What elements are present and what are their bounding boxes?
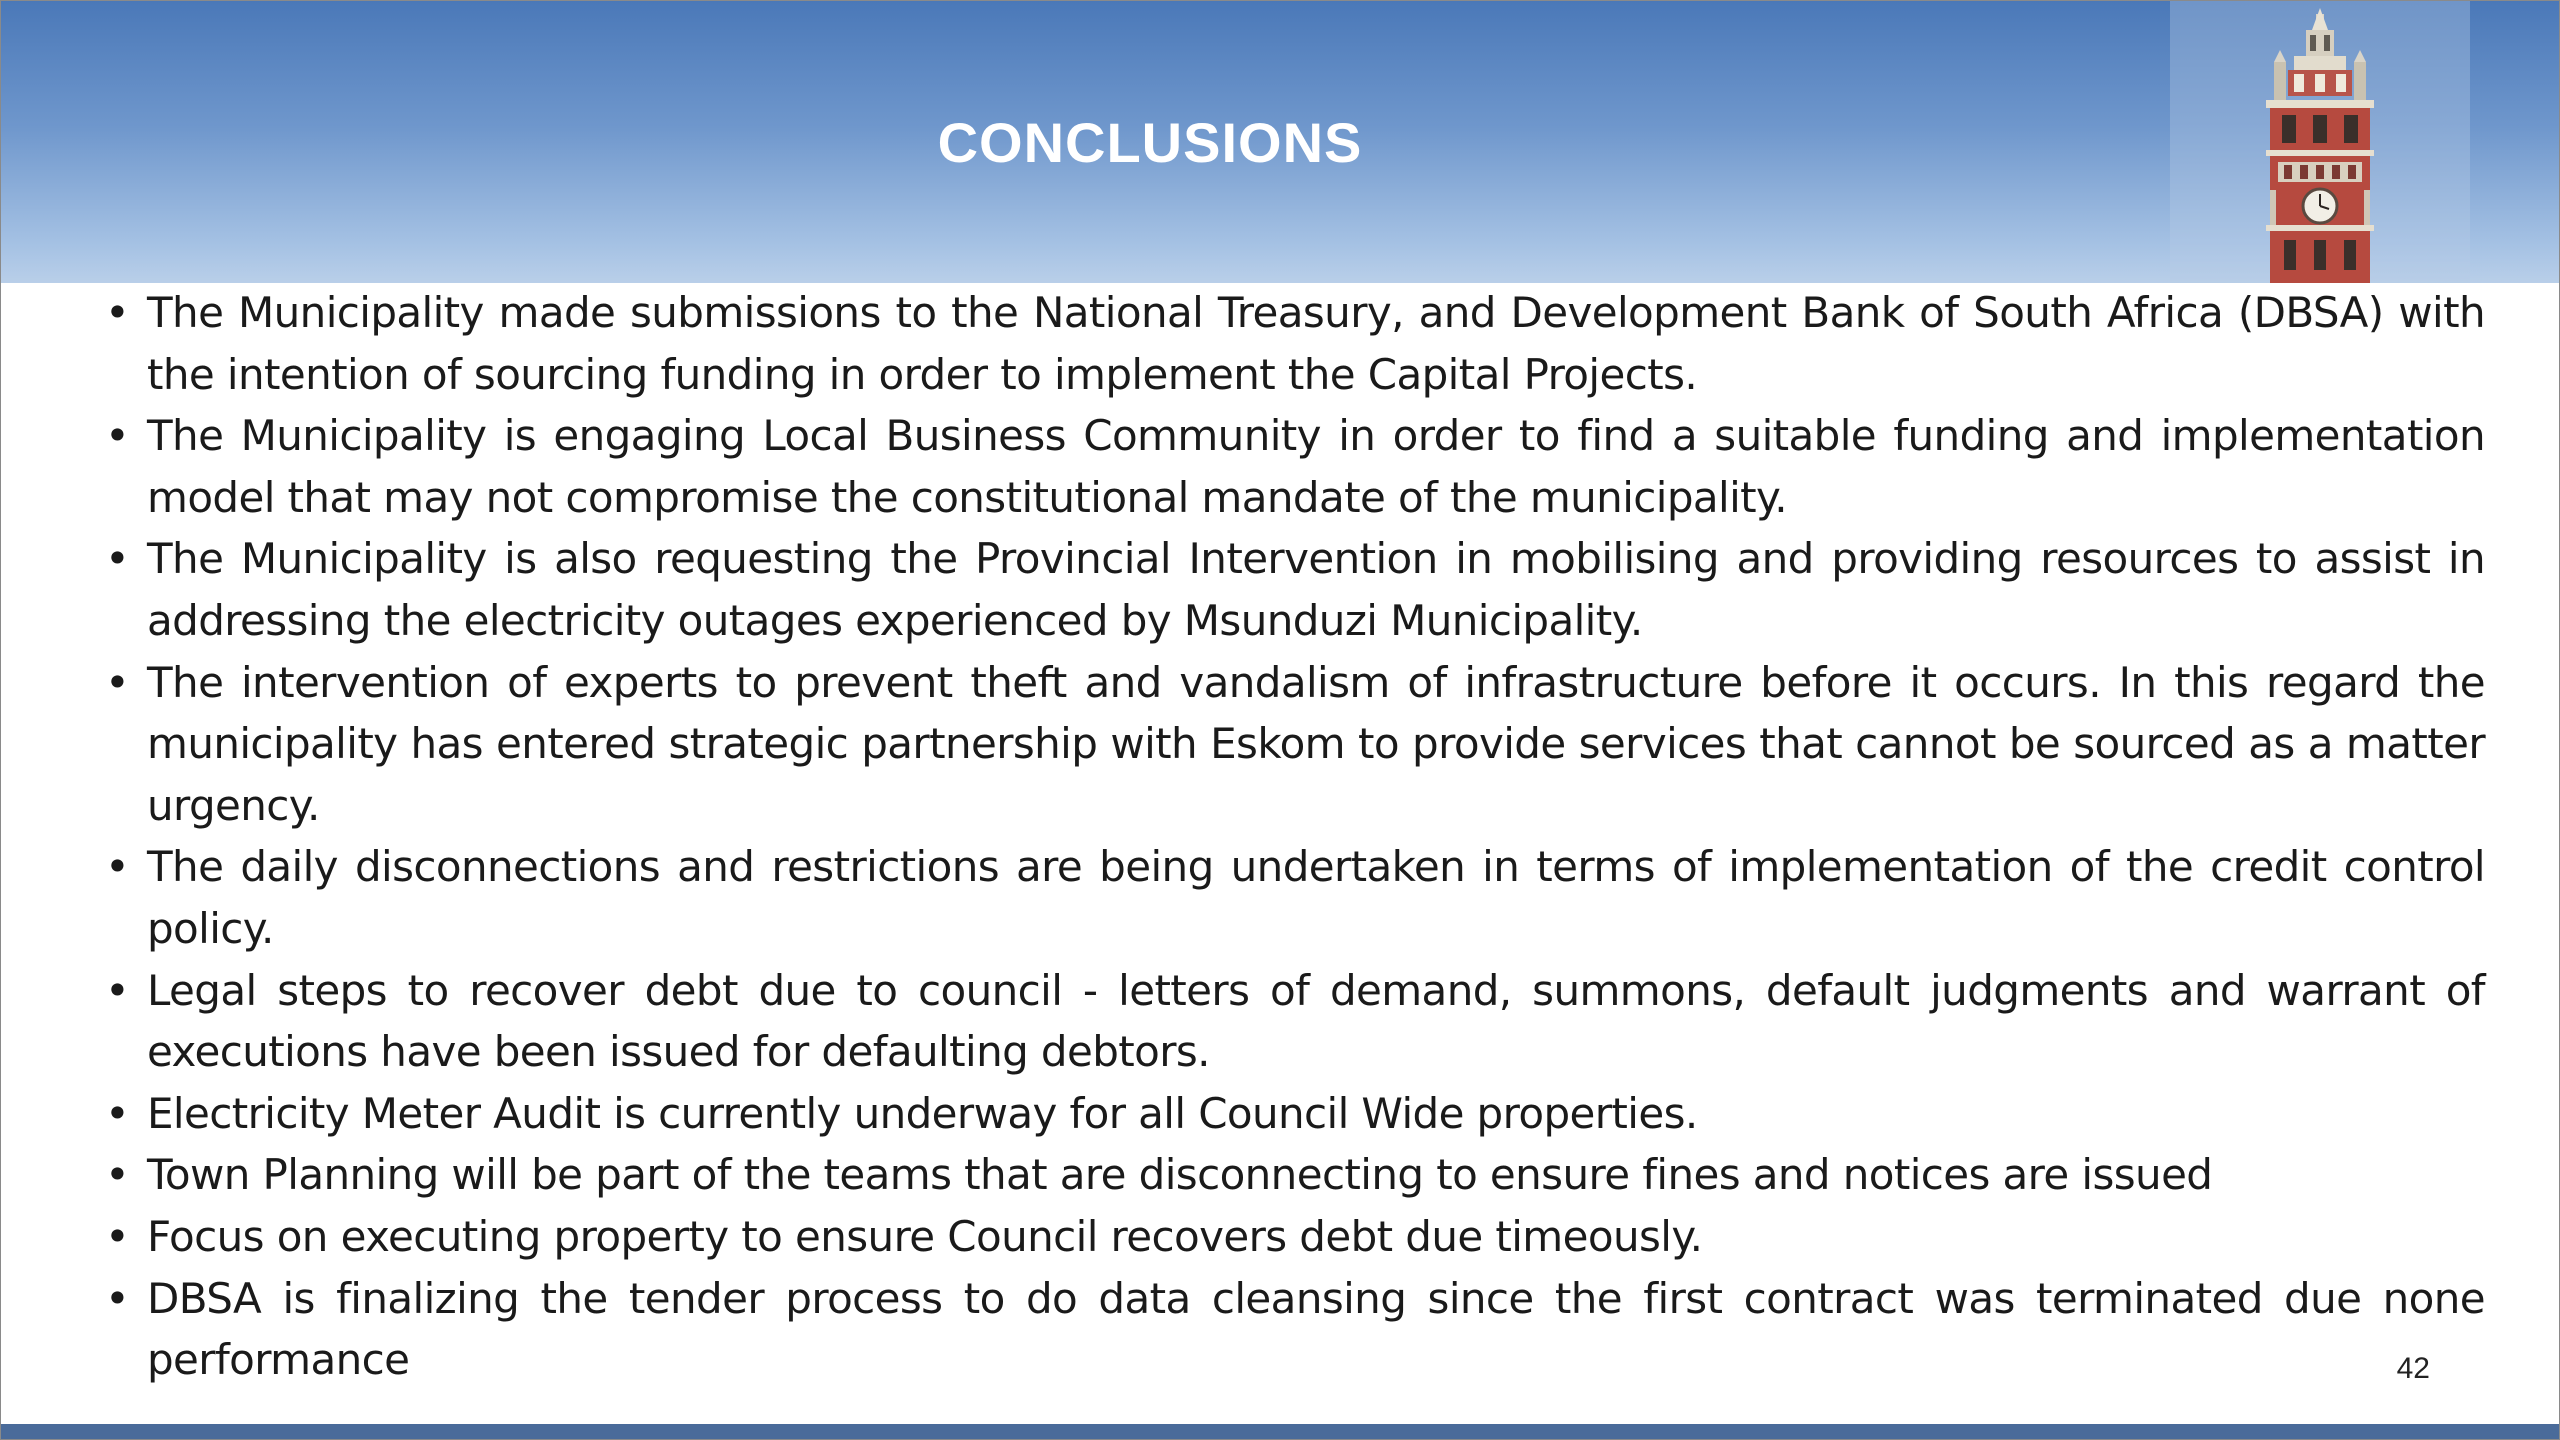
list-item [105, 1206, 2485, 1268]
list-item-text: Town Planning will be part of the teams that are disconnecting to ensure fines and notices are issued [147, 1150, 2213, 1200]
clock-tower-icon [2170, 0, 2470, 283]
bottom-bar [0, 1424, 2560, 1440]
list-item [105, 960, 2485, 1083]
bullet-icon: • [105, 1088, 130, 1138]
bullet-icon: • [105, 1211, 130, 1261]
bullet-icon: • [105, 657, 130, 707]
list-item [105, 652, 2485, 837]
bullet-icon: • [105, 1273, 130, 1323]
list-item [105, 1144, 2485, 1206]
list-item [105, 836, 2485, 959]
slide-header [0, 0, 2560, 283]
bullet-icon: • [105, 411, 130, 461]
bullet-icon: • [105, 534, 130, 584]
list-item [105, 405, 2485, 528]
list-item-text: The Municipality is also requesting the Provincial Intervention in mobilising and providing resources to assist in addressing the electricity outages experienced by Msunduzi Municipality. [147, 534, 2485, 645]
list-item [105, 528, 2485, 651]
bullet-icon: • [105, 288, 130, 337]
list-item-text: The intervention of experts to prevent theft and vandalism of infrastructure before it occurs. In this regard the municipality has entered strategic partnership with Eskom to provide services that cannot be sourced as a matter urgency. [147, 657, 2485, 830]
bullet-icon: • [105, 965, 130, 1015]
list-item-text: Legal steps to recover debt due to council - letters of demand, summons, default judgments and warrant of executions have been issued for defaulting debtors. [147, 965, 2485, 1077]
list-item-text: Electricity Meter Audit is currently underway for all Council Wide properties. [147, 1088, 1698, 1138]
list-item-text: The daily disconnections and restrictions are being undertaken in terms of implementation of the credit control policy. [147, 842, 2485, 953]
slide-title: CONCLUSIONS [937, 111, 1363, 174]
bullet-icon: • [105, 1150, 130, 1200]
list-item [105, 1083, 2485, 1145]
page-number: 42 [2396, 1352, 2430, 1385]
list-item-text: The Municipality made submissions to the National Treasury, and Development Bank of South Africa (DBSA) with the intention of sourcing funding in order to implement the Capital Projects. [147, 288, 2485, 399]
list-item-text: DBSA is finalizing the tender process to do data cleansing since the first contract was terminated due none performance [147, 1273, 2485, 1385]
list-item-text: The Municipality is engaging Local Business Community in order to find a suitable funding and implementation model that may not compromise the constitutional mandate of the municipality. [147, 411, 2485, 522]
bullet-icon: • [105, 842, 130, 892]
list-item-text: Focus on executing property to ensure Council recovers debt due timeously. [147, 1211, 1703, 1261]
list-item [105, 1268, 2485, 1391]
list-item [105, 282, 2485, 405]
bullet-list [105, 282, 2485, 1391]
